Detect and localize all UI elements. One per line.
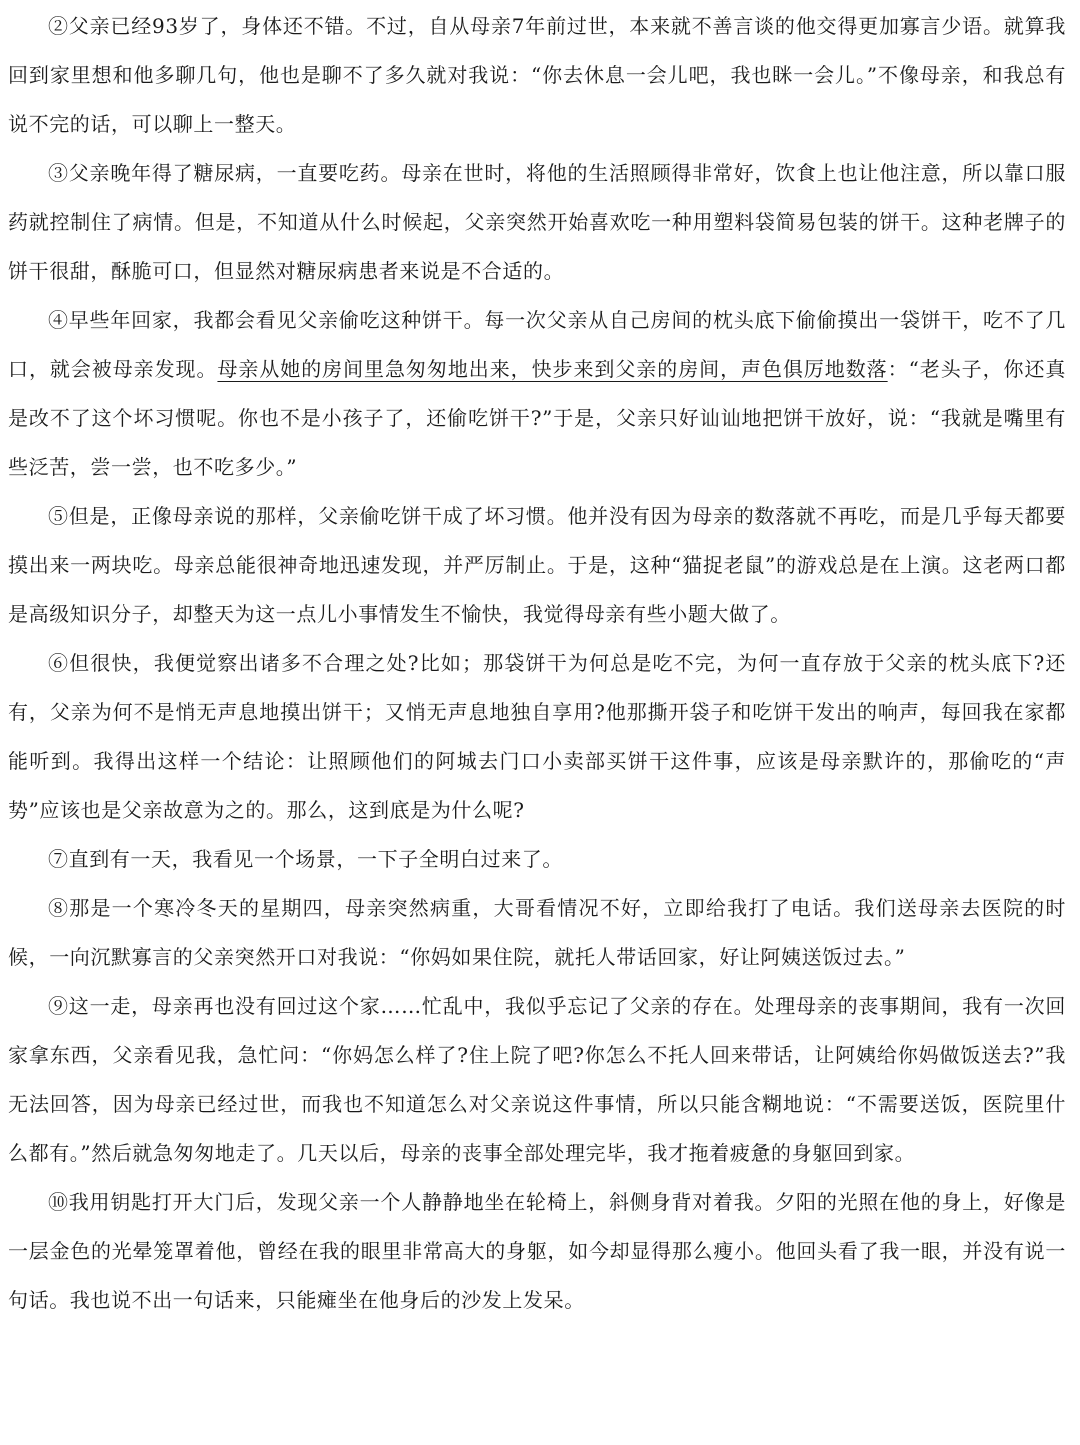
article-page [8, 0, 1066, 1325]
paragraph-10: ⑩我用钥匙打开大门后，发现父亲一个人静静地坐在轮椅上，斜侧身背对着我。夕阳的光照在他的身上，好像是一层金色的光晕笼罩着他，曾经在我的眼里非常高大的身躯，如今却显得那么瘦小。他回头看了我一眼，并没有说一句话。我也说不出一句话来，只能瘫坐在他身后的沙发上发呆。 [8, 1190, 1066, 1312]
underlined-sentence: 母亲从她的房间里急匆匆地出来，快步来到父亲的房间，声色俱厉地数落 [217, 357, 888, 381]
paragraph-2: ②父亲已经93岁了，身体还不错。不过，自从母亲7年前过世，本来就不善言谈的他交得更加寡言少语。就算我回到家里想和他多聊几句，他也是聊不了多久就对我说：“你去休息一会儿吧，我也眯一会儿。”不像母亲，和我总有说不完的话，可以聊上一整天。 [8, 14, 1066, 136]
paragraph-9: ⑨这一走，母亲再也没有回过这个家……忙乱中，我似乎忘记了父亲的存在。处理母亲的丧事期间，我有一次回家拿东西，父亲看见我，急忙问：“你妈怎么样了?住上院了吧?你怎么不托人回来带话，让阿姨给你妈做饭送去?”我无法回答，因为母亲已经过世，而我也不知道怎么对父亲说这件事情，所以只能含糊地说：“不需要送饭，医院里什么都有。”然后就急匆匆地走了。几天以后，母亲的丧事全部处理完毕，我才拖着疲惫的身躯回到家。 [8, 994, 1066, 1165]
paragraph-8: ⑧那是一个寒冷冬天的星期四，母亲突然病重，大哥看情况不好，立即给我打了电话。我们送母亲去医院的时候，一向沉默寡言的父亲突然开口对我说：“你妈如果住院，就托人带话回家，好让阿姨送饭过去。” [8, 896, 1066, 969]
paragraph-5: ⑤但是，正像母亲说的那样，父亲偷吃饼干成了坏习惯。他并没有因为母亲的数落就不再吃，而是几乎每天都要摸出来一两块吃。母亲总能很神奇地迅速发现，并严厉制止。于是，这种“猫捉老鼠”的游戏总是在上演。这老两口都是高级知识分子，却整天为这一点儿小事情发生不愉快，我觉得母亲有些小题大做了。 [8, 504, 1066, 626]
paragraph-6: ⑥但很快，我便觉察出诸多不合理之处?比如；那袋饼干为何总是吃不完，为何一直存放于父亲的枕头底下?还有，父亲为何不是悄无声息地摸出饼干；又悄无声息地独自享用?他那撕开袋子和吃饼干发出的响声，每回我在家都能听到。我得出这样一个结论：让照顾他们的阿城去门口小卖部买饼干这件事，应该是母亲默许的，那偷吃的“声势”应该也是父亲故意为之的。那么，这到底是为什么呢? [8, 651, 1066, 822]
paragraph-4-rest: ：“老头子，你还真是改不了这个坏习惯呢。你也不是小孩子了，还偷吃饼干?”于是，父亲只好讪讪地把饼干放好，说：“我就是嘴里有些泛苦，尝一尝，也不吃多少。” [8, 357, 1067, 479]
paragraph-7: ⑦直到有一天，我看见一个场景，一下子全明白过来了。 [48, 847, 563, 871]
paragraph-4-intro: ④早些年回家，我都会看见父亲偷吃这种饼干。每一次父亲从自己房间的枕头底下偷偷摸出一袋饼干，吃不了几口，就会被母亲发现。 [8, 308, 1066, 381]
paragraph-3: ③父亲晚年得了糖尿病，一直要吃药。母亲在世时，将他的生活照顾得非常好，饮食上也让他注意，所以靠口服药就控制住了病情。但是，不知道从什么时候起，父亲突然开始喜欢吃一种用塑料袋简易包装的饼干。这种老牌子的饼干很甜，酥脆可口，但显然对糖尿病患者来说是不合适的。 [8, 161, 1066, 283]
paragraph-4 [8, 296, 1066, 492]
